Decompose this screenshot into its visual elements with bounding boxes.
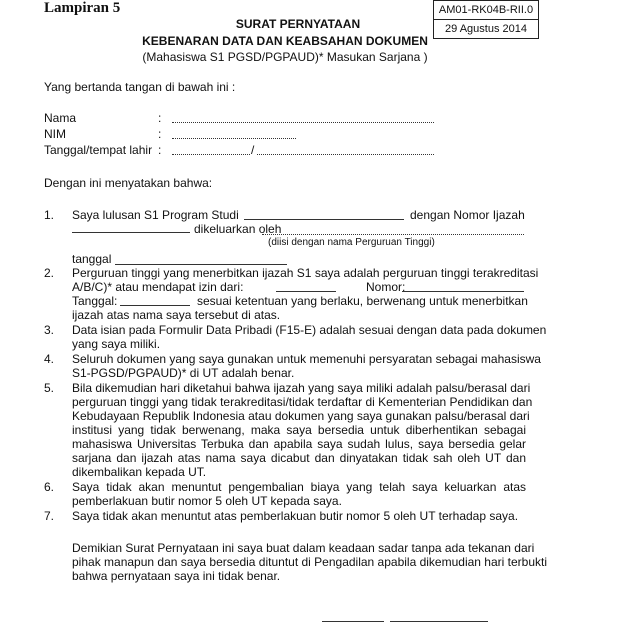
item5-line: Bila dikemudian hari diketahui bahwa ijazah yang saya miliki adalah palsu/berasal dari: [72, 381, 531, 395]
item7-line: Saya tidak akan menuntut atas pemberlakuan butir nomor 5 oleh UT terhadap saya.: [72, 509, 519, 523]
item2-line: ijazah atas nama saya tersebut di atas.: [72, 308, 281, 322]
item1-text-c: dikeluarkan oleh: [194, 222, 282, 236]
item6-line: Saya tidak akan menuntut pengembalian biaya yang telah saya keluarkan atas: [72, 480, 526, 494]
item5-line: dikembalikan kepada UT.: [72, 465, 207, 479]
item3-line: yang saya miliki.: [72, 337, 161, 351]
item3-line: Data isian pada Formulir Data Pribadi (F15-E) adalah sesuai dengan data pada dokumen: [72, 323, 547, 337]
intro-text: Yang bertanda tangan di bawah ini :: [44, 80, 236, 94]
field-colon: :: [158, 127, 162, 141]
item4-line: Seluruh dokumen yang saya gunakan untuk memenuhi persyaratan sebagai mahasiswa: [72, 352, 541, 366]
nomor-izin-input-line[interactable]: [402, 281, 524, 292]
field-slash: /: [251, 143, 255, 157]
tanggal-izin-input-line[interactable]: [120, 295, 190, 306]
item1-text-d: tanggal: [72, 252, 112, 266]
tanggal-ijazah-input-line[interactable]: [115, 254, 287, 265]
closing-line: Demikian Surat Pernyataan ini saya buat dalam keadaan sadar tanpa ada tekanan dari: [72, 541, 535, 555]
field-colon: :: [158, 111, 162, 125]
item-number: 3.: [44, 323, 55, 337]
field-label-nama: Nama: [44, 111, 77, 125]
item2-line-2a: A/B/C)* atau mendapat izin dari:: [72, 280, 244, 294]
field-label-nim: NIM: [44, 127, 66, 141]
nomor-ijazah-input-line[interactable]: [72, 222, 190, 233]
document-code: AM01-RK04B-RII.0: [438, 4, 534, 16]
title-note: (Mahasiswa S1 PGSD/PGPAUD)* Masukan Sarjana ): [142, 50, 428, 64]
item-number: 5.: [44, 381, 55, 395]
tempat-input-line[interactable]: [322, 611, 384, 622]
lampiran-label: Lampiran 5: [44, 0, 121, 16]
item2-line-3a: Tanggal:: [72, 294, 118, 308]
nim-input-line[interactable]: [172, 129, 296, 139]
item4-line: S1-PGSD/PGPAUD)* di UT adalah benar.: [72, 366, 295, 380]
tempat-lahir-input-line[interactable]: [257, 145, 434, 155]
title-main: SURAT PERNYATAAN: [235, 17, 361, 31]
item2-line: Perguruan tinggi yang menerbitkan ijazah S1 saya adalah perguruan tinggi terakreditasi: [72, 266, 539, 280]
item5-line: institusi yang tidak berwenang, maka saya bersedia untuk diberhentikan sebagai: [72, 423, 526, 437]
perguruan-tinggi-input-line[interactable]: [262, 225, 524, 235]
item-number: 2.: [44, 266, 55, 280]
item-number: 4.: [44, 352, 55, 366]
item5-line: mahasiswa Universitas Terbuka dan apabila saya sudah lulus, saya bersedia gelar: [72, 437, 526, 451]
item1-text-b: dengan Nomor Ijazah: [410, 208, 525, 222]
tanggal-lahir-input-line[interactable]: [172, 145, 250, 155]
document-code-box: [433, 0, 539, 39]
statement-text: Dengan ini menyatakan bahwa:: [44, 176, 213, 190]
item5-line: sarjana dan ijazah atas nama saya dicabut dan dinyatakan tidak sah oleh UT dan: [72, 451, 526, 465]
item2-line-2b: Nomor:: [366, 280, 406, 294]
item2-line-3b: sesuai ketentuan yang berlaku, berwenang untuk menerbitkan: [197, 294, 528, 308]
item-number: 6.: [44, 480, 55, 494]
closing-line: pihak manapun dan saya bersedia dituntut di Pengadilan apabila dikemudian hari terbukti: [72, 555, 547, 569]
izin-input-line[interactable]: [276, 281, 336, 292]
prodi-input-line[interactable]: [244, 209, 404, 220]
item1-text-a: Saya lulusan S1 Program Studi: [72, 208, 239, 222]
item6-line: pemberlakuan butir nomor 5 oleh UT kepada saya.: [72, 494, 342, 508]
field-colon: :: [158, 143, 162, 157]
item-number: 1.: [44, 208, 55, 222]
title-sub: KEBENARAN DATA DAN KEABSAHAN DOKUMEN: [142, 34, 428, 48]
tanggal-pernyataan-input-line[interactable]: [390, 611, 488, 622]
document-date: 29 Agustus 2014: [434, 19, 538, 38]
item5-line: perguruan tinggi yang tidak terakreditasi/tidak terdaftar di Kementerian Pendidikan dan: [72, 395, 533, 409]
closing-line: bahwa pernyataan saya ini tidak benar.: [72, 569, 281, 583]
item-number: 7.: [44, 509, 55, 523]
nama-input-line[interactable]: [172, 113, 434, 123]
field-label-ttl: Tanggal/tempat lahir: [44, 143, 153, 157]
item5-line: Kebudayaan Republik Indonesia atau dokumen yang saya gunakan palsu/berasal dari: [72, 409, 530, 423]
item1-note: (diisi dengan nama Perguruan Tinggi): [268, 237, 435, 248]
